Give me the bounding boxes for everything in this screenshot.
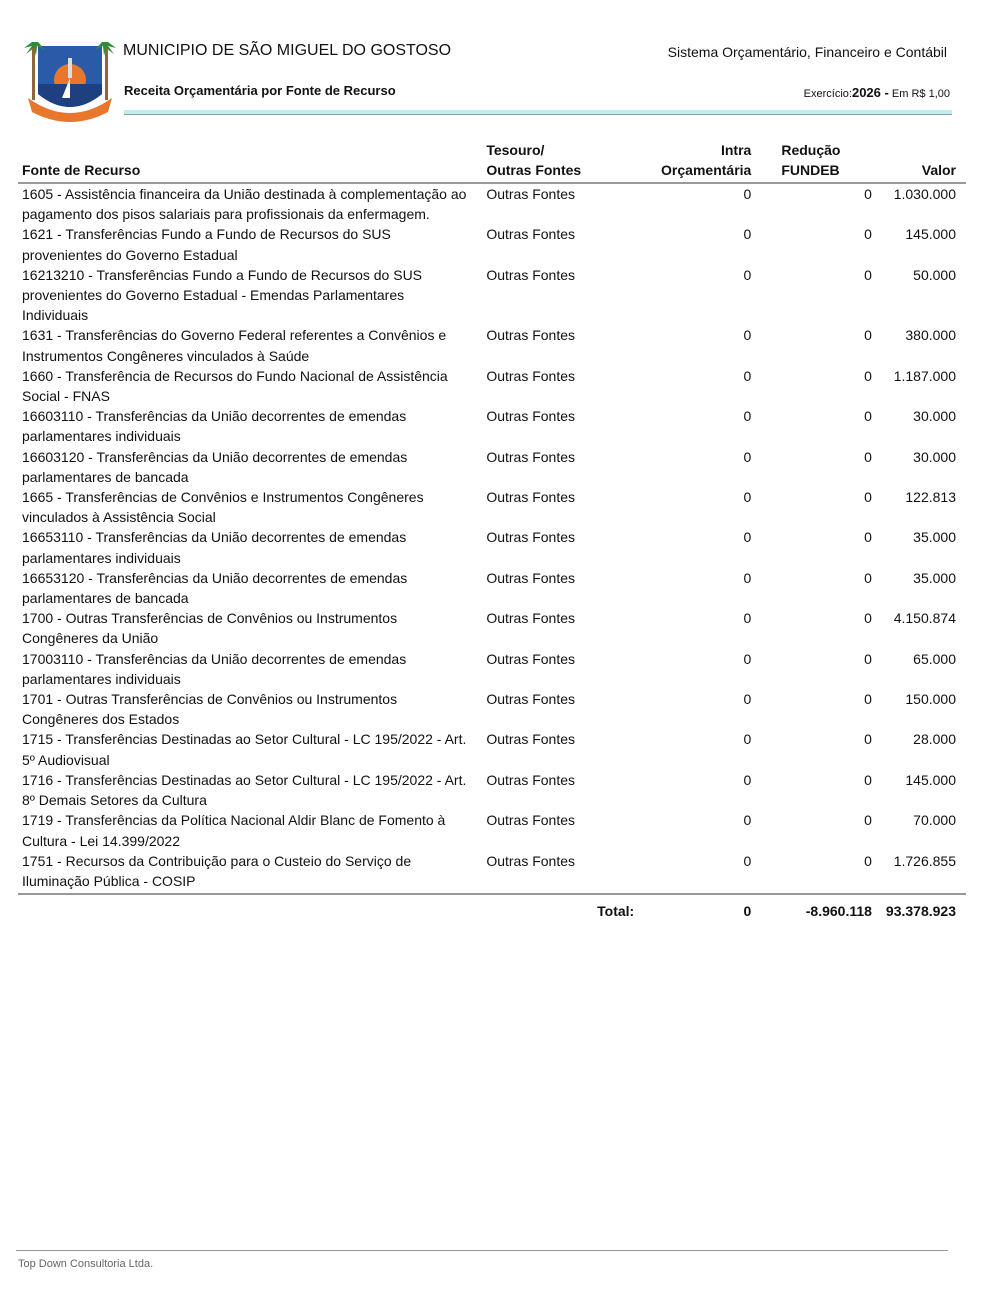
cell-intra: 0 [743, 489, 752, 506]
system-name: Sistema Orçamentário, Financeiro e Contábil [667, 44, 947, 60]
cell-fonte: 1605 - Assistência financeira da União destinada à complementação ao pagamento dos pisos salariais para profissionais da enfermagem. [22, 186, 467, 223]
cell-fonte: 1701 - Outras Transferências de Convênios ou Instrumentos Congêneres dos Estados [22, 691, 398, 728]
table-row [18, 608, 966, 648]
cell-reducao: 0 [864, 529, 872, 546]
table-row [18, 366, 966, 406]
cell-reducao: 0 [864, 691, 872, 708]
header-divider [124, 110, 952, 115]
currency-label: Em R$ 1,00 [891, 88, 950, 100]
cell-fonte: 1665 - Transferências de Convênios e Instrumentos Congêneres vinculados à Assistência Social [22, 489, 424, 526]
cell-reducao: 0 [864, 408, 872, 425]
table-row [18, 406, 966, 446]
cell-reducao: 0 [864, 226, 872, 243]
exercicio-year: 2026 - [851, 85, 889, 100]
cell-valor: 150.000 [905, 691, 956, 708]
cell-fonte: 16603110 - Transferências da União decorrentes de emendas parlamentares individuais [22, 408, 407, 445]
municipality-name: MUNICIPIO DE SÃO MIGUEL DO GOSTOSO [123, 42, 452, 59]
cell-reducao: 0 [864, 266, 872, 283]
cell-intra: 0 [743, 408, 752, 425]
cell-intra: 0 [743, 771, 752, 788]
col-tesouro-line2: Outras Fontes [486, 162, 582, 178]
cell-tesouro: Outras Fontes [486, 266, 576, 283]
cell-valor: 1.726.855 [882, 851, 966, 894]
cell-valor: 70.000 [913, 812, 956, 829]
municipal-coat-of-arms-logo [20, 32, 120, 124]
cell-valor: 30.000 [913, 448, 956, 465]
cell-fonte: 16213210 - Transferências Fundo a Fundo de Recursos do SUS provenientes do Governo Estadual - Emendas Parlamentares Individuais [22, 266, 423, 324]
table-row [18, 689, 966, 729]
col-reducao-line1: Redução [781, 142, 841, 158]
cell-fonte: 16653120 - Transferências da União decorrentes de emendas parlamentares de bancada [22, 569, 408, 607]
cell-valor: 380.000 [905, 327, 956, 344]
table-row [18, 729, 966, 769]
cell-intra: 0 [743, 812, 752, 829]
col-intra [638, 138, 755, 183]
cell-reducao: 0 [864, 731, 872, 748]
cell-intra: 0 [743, 610, 752, 627]
cell-tesouro: Outras Fontes [486, 327, 576, 344]
table-row [18, 649, 966, 689]
col-intra-line1: Intra [720, 142, 752, 158]
cell-tesouro: Outras Fontes [486, 408, 576, 425]
cell-tesouro: Outras Fontes [486, 691, 576, 708]
cell-reducao: 0 [864, 448, 872, 465]
cell-intra: 0 [743, 266, 752, 283]
col-fonte: Fonte de Recurso [18, 138, 476, 183]
cell-valor: 145.000 [905, 226, 956, 243]
col-tesouro-line1: Tesouro/ [486, 142, 545, 158]
cell-tesouro: Outras Fontes [486, 812, 576, 829]
cell-intra: 0 [743, 731, 752, 748]
cell-tesouro: Outras Fontes [486, 448, 576, 465]
exercicio-info [804, 85, 950, 100]
cell-intra: 0 [743, 691, 752, 708]
cell-intra: 0 [743, 650, 752, 667]
report-title: Receita Orçamentária por Fonte de Recurso [124, 83, 396, 98]
cell-fonte: 17003110 - Transferências da União decorrentes de emendas parlamentares individuais [22, 650, 407, 687]
table-row [18, 487, 966, 527]
table-row [18, 527, 966, 567]
cell-valor: 122.813 [905, 489, 956, 506]
cell-valor: 4.150.874 [893, 610, 956, 627]
total-label: Total: [597, 903, 635, 920]
cell-fonte: 1631 - Transferências do Governo Federal referentes a Convênios e Instrumentos Congêneres vinculados à Saúde [22, 327, 447, 364]
cell-intra: 0 [743, 327, 752, 344]
cell-reducao: 0 [864, 327, 872, 344]
cell-intra: 0 [638, 851, 755, 894]
cell-valor: 1.187.000 [893, 367, 956, 384]
col-tesouro [476, 138, 638, 183]
table-row [18, 265, 966, 326]
cell-valor: 65.000 [913, 650, 956, 667]
table-row [18, 447, 966, 487]
cell-reducao: 0 [864, 812, 872, 829]
cell-intra: 0 [743, 529, 752, 546]
cell-tesouro: Outras Fontes [486, 610, 576, 627]
cell-tesouro: Outras Fontes [486, 650, 576, 667]
revenue-table [18, 138, 966, 921]
cell-reducao: 0 [864, 771, 872, 788]
cell-reducao: 0 [864, 489, 872, 506]
cell-fonte: 16603120 - Transferências da União decorrentes de emendas parlamentares de bancada [22, 448, 408, 485]
cell-fonte: 1700 - Outras Transferências de Convênios ou Instrumentos Congêneres da União [22, 610, 398, 647]
col-valor: Valor [882, 138, 966, 183]
total-valor: 93.378.923 [885, 903, 956, 920]
cell-intra: 0 [743, 367, 752, 384]
col-reducao [755, 138, 882, 183]
cell-tesouro: Outras Fontes [486, 226, 576, 243]
exercicio-label: Exercício: [803, 88, 852, 100]
cell-valor: 50.000 [913, 266, 956, 283]
footer-company: Top Down Consultoria Ltda. [18, 1258, 154, 1270]
cell-fonte: 16653110 - Transferências da União decorrentes de emendas parlamentares individuais [22, 529, 407, 566]
cell-fonte: 1751 - Recursos da Contribuição para o Custeio do Serviço de Iluminação Pública - COSIP [18, 851, 476, 894]
cell-reducao: 0 [864, 610, 872, 627]
total-row [18, 894, 966, 921]
table-row [18, 183, 966, 224]
total-reducao: -8.960.118 [805, 903, 872, 920]
table-header-row [18, 138, 966, 183]
cell-fonte: 1660 - Transferência de Recursos do Fundo Nacional de Assistência Social - FNAS [22, 367, 448, 405]
cell-tesouro: Outras Fontes [486, 731, 576, 748]
cell-tesouro: Outras Fontes [486, 489, 576, 506]
cell-valor: 30.000 [913, 408, 956, 425]
footer-divider [16, 1250, 948, 1251]
table-row [18, 568, 966, 608]
cell-fonte: 1716 - Transferências Destinadas ao Setor Cultural - LC 195/2022 - Art. 8º Demais Setores da Cultura [22, 771, 467, 809]
col-reducao-line2: FUNDEB [781, 162, 840, 178]
cell-tesouro: Outras Fontes [476, 851, 638, 894]
cell-tesouro: Outras Fontes [486, 569, 576, 586]
cell-intra: 0 [743, 226, 752, 243]
col-intra-line2: Orçamentária [661, 162, 752, 178]
cell-reducao: 0 [864, 569, 872, 586]
cell-intra: 0 [743, 186, 752, 202]
cell-valor: 35.000 [913, 529, 956, 546]
cell-tesouro: Outras Fontes [486, 367, 576, 384]
cell-tesouro: Outras Fontes [486, 529, 576, 546]
cell-reducao: 0 [864, 367, 872, 384]
cell-valor: 35.000 [913, 569, 956, 586]
cell-valor: 28.000 [913, 731, 956, 748]
cell-intra: 0 [743, 569, 752, 586]
cell-fonte: 1621 - Transferências Fundo a Fundo de Recursos do SUS provenientes do Governo Estadual [22, 226, 391, 263]
cell-fonte: 1715 - Transferências Destinadas ao Setor Cultural - LC 195/2022 - Art. 5º Audiovisual [22, 731, 467, 768]
cell-intra: 0 [743, 448, 752, 465]
cell-tesouro: Outras Fontes [486, 186, 576, 202]
table-row [18, 810, 966, 850]
total-intra: 0 [743, 903, 752, 920]
cell-tesouro: Outras Fontes [486, 771, 576, 788]
cell-reducao: 0 [755, 851, 882, 894]
table-row [18, 224, 966, 264]
cell-fonte: 1719 - Transferências da Política Nacional Aldir Blanc de Fomento à Cultura - Lei 14.399/2022 [22, 812, 446, 849]
table-row [18, 325, 966, 365]
cell-valor: 145.000 [905, 771, 956, 788]
cell-valor: 1.030.000 [893, 186, 956, 202]
table-row [18, 851, 966, 894]
table-row [18, 770, 966, 810]
cell-reducao: 0 [864, 650, 872, 667]
cell-reducao: 0 [864, 186, 872, 202]
